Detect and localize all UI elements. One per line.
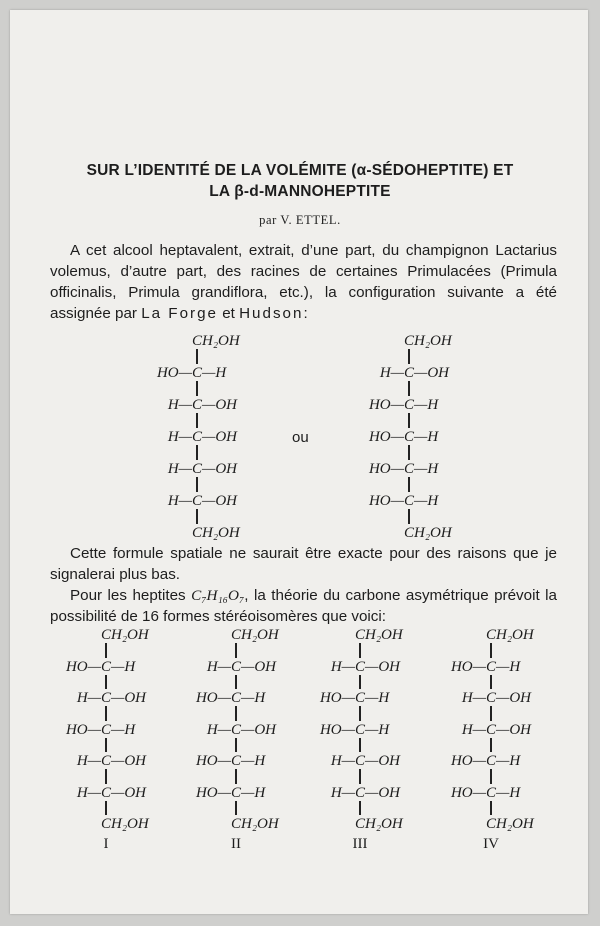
bond-line	[359, 769, 360, 784]
bond-line	[490, 643, 491, 658]
formula-carbon-row: HO—C—H	[195, 784, 266, 801]
bond-line	[235, 706, 236, 721]
author-line: par V. ETTEL.	[259, 213, 341, 227]
formula-carbon-row: HO—C—H	[195, 753, 266, 769]
formula-terminal-group: CH₂OH	[100, 816, 149, 832]
page	[10, 10, 588, 914]
bond-line	[196, 509, 197, 524]
formula-terminal-group: CH₂OH	[230, 627, 279, 643]
formula-carbon-row: HO—C—H	[450, 784, 521, 801]
formula-carbon-row: HO—C—H	[319, 721, 390, 738]
intro-end: :	[303, 305, 308, 322]
formula-terminal-group: CH₂OH	[100, 627, 149, 643]
bond-line	[105, 675, 106, 690]
heptite-formula: C₇H₁₆O₇	[191, 587, 245, 604]
bond-line	[235, 675, 236, 690]
isomer-label: III	[352, 836, 368, 852]
formula-carbon-row: HO—C—H	[195, 690, 266, 706]
bond-line	[490, 769, 491, 784]
formula-carbon-row: H—C—OH	[167, 397, 237, 413]
formula-terminal-group: CH₂OH	[230, 816, 279, 832]
formula-carbon-row: H—C—OH	[330, 658, 400, 675]
formula-carbon-row: H—C—OH	[379, 365, 449, 381]
formula-carbon-row: H—C—OH	[167, 461, 237, 477]
heptites-text-2: , la théorie du carbone asymétrique prévoit la possibilité de 16 formes stéréoisomères que voici:	[50, 587, 557, 625]
title-line-2: LA β-d-MANNOHEPTITE	[209, 183, 391, 200]
bond-line	[408, 381, 409, 396]
intro-joiner: et	[217, 305, 240, 322]
formula-carbon-row: H—C—OH	[76, 753, 146, 769]
bond-line	[408, 413, 409, 428]
formula-carbon-row: H—C—OH	[76, 784, 146, 801]
bond-line	[359, 675, 360, 690]
isomer-label: I	[103, 836, 109, 852]
bond-line	[105, 738, 106, 753]
bond-line	[196, 413, 197, 428]
bond-line	[196, 445, 197, 460]
formula-terminal-group: CH₂OH	[485, 816, 534, 832]
bond-line	[359, 643, 360, 658]
formula-carbon-row: HO—C—H	[368, 397, 439, 413]
bond-line	[105, 706, 106, 721]
bond-line	[408, 349, 409, 364]
formula-terminal-group: CH₂OH	[191, 333, 240, 349]
formula-carbon-row: HO—C—H	[368, 493, 439, 509]
title-line-1: SUR L’IDENTITÉ DE LA VOLÉMITE (α-SÉDOHEPTITE) ET	[86, 162, 514, 179]
formula-carbon-row: H—C—OH	[461, 721, 531, 738]
formula-carbon-row: H—C—OH	[330, 753, 400, 769]
formula-carbon-row: H—C—OH	[167, 429, 237, 445]
bond-line	[490, 801, 491, 816]
paragraph-heptites	[50, 585, 557, 627]
formula-carbon-row: HO—C—H	[319, 690, 390, 706]
paragraph-intro	[50, 240, 557, 324]
isomer-label: IV	[483, 836, 499, 852]
bond-line	[235, 769, 236, 784]
isomer-label: II	[231, 836, 241, 852]
intro-text: A cet alcool heptavalent, extrait, d’une part, du champignon Lactarius volemus, d’autre part, des racines de certaines Primulacées (Primula officinalis, Primula grandiflora, etc.), la configuration suivante a été assignée par	[50, 242, 557, 322]
formula-terminal-group: CH₂OH	[354, 816, 403, 832]
bond-line	[490, 675, 491, 690]
author-name-2: Hudson	[239, 305, 304, 322]
formula-carbon-row: HO—C—H	[65, 721, 136, 738]
formula-carbon-row: H—C—OH	[76, 690, 146, 706]
bond-line	[235, 643, 236, 658]
ou-connector: ou	[292, 429, 309, 446]
paragraph-note	[50, 543, 557, 585]
bond-line	[359, 738, 360, 753]
formula-carbon-row: HO—C—H	[368, 429, 439, 445]
formula-terminal-group: CH₂OH	[485, 627, 534, 643]
bond-line	[408, 477, 409, 492]
note-text: Cette formule spatiale ne saurait être exacte pour des raisons que je signalerai plus bas.	[50, 545, 557, 583]
formula-carbon-row: H—C—OH	[167, 493, 237, 509]
bond-line	[196, 349, 197, 364]
bond-line	[408, 509, 409, 524]
formula-carbon-row: HO—C—H	[450, 658, 521, 675]
formula-terminal-group: CH₂OH	[403, 333, 452, 349]
bond-line	[408, 445, 409, 460]
formula-carbon-row: HO—C—H	[368, 461, 439, 477]
bond-line	[359, 801, 360, 816]
bond-line	[105, 643, 106, 658]
formula-terminal-group: CH₂OH	[403, 525, 452, 541]
bond-line	[235, 801, 236, 816]
bond-line	[490, 706, 491, 721]
article-title	[0, 160, 600, 202]
formula-carbon-row: H—C—OH	[206, 721, 276, 738]
formula-carbon-row: H—C—OH	[206, 658, 276, 675]
bond-line	[490, 738, 491, 753]
bond-line	[105, 801, 106, 816]
bond-line	[196, 381, 197, 396]
bond-line	[359, 706, 360, 721]
bond-line	[105, 769, 106, 784]
formula-carbon-row: H—C—OH	[330, 784, 400, 801]
heptites-text-1: Pour les heptites	[70, 587, 192, 604]
formula-carbon-row: H—C—OH	[461, 690, 531, 706]
bond-line	[196, 477, 197, 492]
bond-line	[235, 738, 236, 753]
formula-carbon-row: HO—C—H	[156, 365, 227, 381]
formula-terminal-group: CH₂OH	[191, 525, 240, 541]
formula-terminal-group: CH₂OH	[354, 627, 403, 643]
author-name-1: La Forge	[141, 305, 218, 322]
formula-carbon-row: HO—C—H	[450, 753, 521, 769]
formula-carbon-row: HO—C—H	[65, 658, 136, 675]
